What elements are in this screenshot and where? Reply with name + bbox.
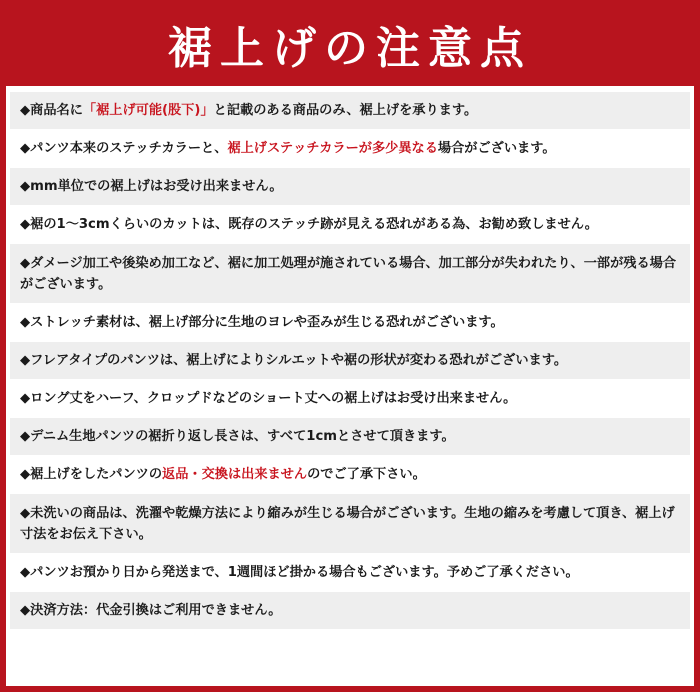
note-text: ◆決済方法：代金引換はご利用できません。 (20, 603, 282, 618)
note-item (10, 342, 690, 380)
note-text: ◆ロング丈をハーフ、クロップドなどのショート丈への裾上げはお受け出来ません。 (20, 391, 517, 406)
note-text: ◆未洗いの商品は、洗濯や乾燥方法により縮みが生じる場合がございます。生地の縮みを考慮して頂き、裾上げ寸法をお伝え下さい。 (20, 505, 675, 542)
note-highlight: 返品・交換は出来ません (162, 467, 308, 482)
note-text: ◆フレアタイプのパンツは、裾上げによりシルエットや裾の形状が変わる恐れがございます。 (20, 353, 568, 368)
note-highlight: 裾上げステッチカラーが多少異なる (227, 141, 438, 156)
note-item (10, 304, 690, 342)
note-highlight: 「裾上げ可能(股下)」 (82, 103, 214, 118)
page-title: 裾上げの注意点 (168, 23, 532, 74)
note-text: ◆商品名に「裾上げ可能(股下)」と記載のある商品のみ、裾上げを承ります。 (20, 103, 478, 118)
note-text: ◆裾の1～3cmくらいのカットは、既存のステッチ跡が見える恐れがある為、お勧め致しません。 (20, 217, 598, 232)
note-item (10, 456, 690, 494)
note-item (10, 554, 690, 592)
note-item (10, 130, 690, 168)
note-item (10, 418, 690, 456)
note-item (10, 92, 690, 130)
note-text: ◆mm単位での裾上げはお受け出来ません。 (20, 179, 283, 194)
note-text: ◆ダメージ加工や後染め加工など、裾に加工処理が施されている場合、加工部分が失われたり、一部が残る場合がございます。 (20, 255, 677, 292)
note-item (10, 592, 690, 630)
note-text: ◆パンツお預かり日から発送まで、1週間ほど掛かる場合もございます。予めご了承ください。 (20, 565, 579, 580)
note-text: ◆裾上げをしたパンツの返品・交換は出来ませんのでご了承下さい。 (20, 467, 426, 482)
note-item (10, 380, 690, 418)
note-item (10, 494, 690, 554)
note-item (10, 244, 690, 304)
note-item (10, 206, 690, 244)
note-text: ◆パンツ本来のステッチカラーと、裾上げステッチカラーが多少異なる場合がございます。 (20, 141, 556, 156)
notes-list (6, 86, 694, 686)
note-text: ◆ストレッチ素材は、裾上げ部分に生地のヨレや歪みが生じる恐れがございます。 (20, 315, 504, 330)
note-item (10, 168, 690, 206)
note-text: ◆デニム生地パンツの裾折り返し長さは、すべて1cmとさせて頂きます。 (20, 429, 455, 444)
header-banner (6, 6, 694, 86)
